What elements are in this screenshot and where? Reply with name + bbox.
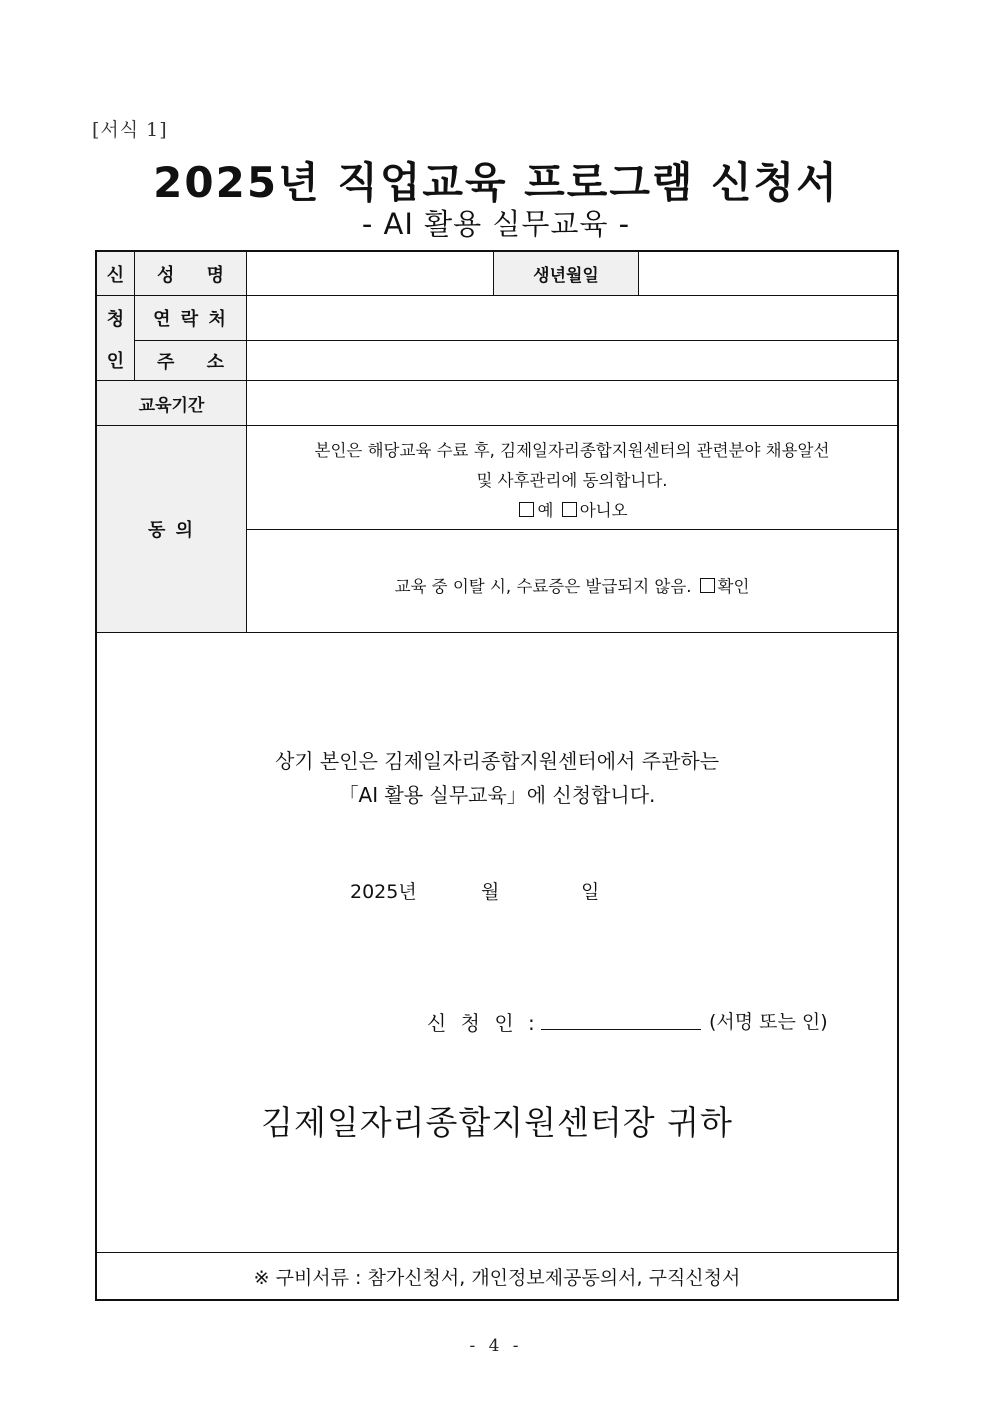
applicant-group-label-2: 청: [97, 295, 134, 340]
consent-options: [516, 496, 627, 526]
name-label: [135, 252, 246, 295]
signer-label: 신 청 인 :: [427, 1011, 539, 1035]
form-subtitle: - AI 활용 실무교육 -: [361, 207, 631, 241]
birthdate-input-cell[interactable]: [639, 252, 897, 295]
applicant-group-label-1: 신: [97, 252, 134, 295]
consent-no-checkbox[interactable]: [562, 502, 577, 517]
consent-employment-section: [247, 426, 897, 529]
date-year: 2025년: [350, 881, 417, 903]
name-label-part-2: 명: [206, 264, 224, 286]
address-label-part-1: 주: [157, 351, 175, 373]
page-number: - 4 -: [469, 1336, 523, 1356]
contact-input-cell[interactable]: [247, 296, 897, 340]
declaration-statement: [97, 744, 897, 812]
signature-line[interactable]: [541, 1029, 701, 1030]
dropout-confirm-label: 확인: [717, 577, 750, 596]
form-number-label: [서식 1]: [92, 119, 168, 141]
consent-statement-line-1: 본인은 해당교육 수료 후, 김제일자리종합지원센터의 관련분야 채용알선: [314, 440, 830, 460]
consent-yes-checkbox[interactable]: [519, 502, 534, 517]
name-input-cell[interactable]: [247, 252, 493, 295]
consent-no-label: 아니오: [579, 500, 628, 520]
signature-note: (서명 또는 인): [709, 1011, 828, 1033]
education-period-input-cell[interactable]: [247, 381, 897, 425]
dropout-notice-section: [247, 530, 897, 632]
consent-yes-label: 예: [537, 500, 554, 520]
recipient-line: 김제일자리종합지원센터장 귀하: [261, 1103, 733, 1142]
declaration-line-1: 상기 본인은 김제일자리종합지원센터에서 주관하는: [274, 749, 720, 773]
address-input-cell[interactable]: [247, 341, 897, 380]
name-label-part-1: 성: [157, 264, 175, 286]
required-documents-note: ※ 구비서류 : 참가신청서, 개인정보제공동의서, 구직신청서: [253, 1267, 741, 1289]
address-label-part-2: 소: [206, 351, 224, 373]
education-period-label: 교육기간: [97, 381, 246, 425]
applicant-group-label-3: 인: [97, 340, 134, 380]
dropout-confirm-checkbox[interactable]: [700, 578, 715, 593]
contact-label: 연 락 처: [135, 296, 246, 340]
date-day: 일: [581, 881, 600, 903]
dropout-notice-text: 교육 중 이탈 시, 수료증은 발급되지 않음.: [394, 577, 692, 596]
address-label: [135, 341, 246, 380]
form-title: 2025년 직업교육 프로그램 신청서: [153, 158, 839, 207]
consent-statement-line-2: 및 사후관리에 동의합니다.: [476, 470, 668, 490]
consent-label: 동 의: [97, 426, 246, 632]
birthdate-label: 생년월일: [494, 252, 638, 295]
declaration-line-2: 「AI 활용 실무교육」에 신청합니다.: [338, 783, 656, 807]
date-month: 월: [481, 881, 500, 903]
application-form-table: [95, 250, 899, 1301]
